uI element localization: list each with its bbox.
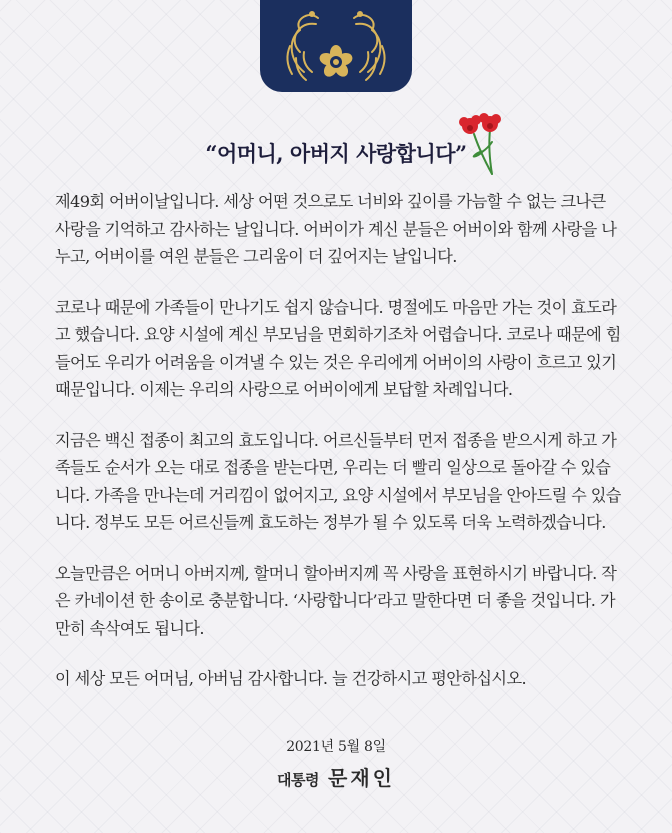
presidential-emblem xyxy=(260,0,412,92)
paragraph-3: 지금은 백신 접종이 최고의 효도입니다. 어르신들부터 먼저 접종을 받으시게 하고 가족들도 순서가 오는 대로 접종을 받는다면, 우리는 더 빨리 일상으로 돌아갈 수 있습니다. 가족을 만나는데 거리낌이 없어지고, 요양 시설에서 부모님을 안아드릴 수 있습니다. 정부도 모든 어르신들께 효도하는 정부가 될 수 있도록 더욱 노력하겠습니다. xyxy=(55,430,621,532)
paragraph-5: 이 세상 모든 어머님, 아버님 감사합니다. 늘 건강하시고 평안하십시오. xyxy=(55,669,527,688)
signature-block xyxy=(0,762,672,791)
phoenix-emblem-icon xyxy=(260,0,412,92)
letter-date: 2021년 5월 8일 xyxy=(286,739,386,755)
paragraph-1: 제49회 어버이날입니다. 세상 어떤 것으로도 너비와 깊이를 가늠할 수 없는 크나큰 사랑을 기억하고 감사하는 날입니다. 어버이가 계신 분들은 어버이와 함께 사랑을 나누고, 어버이를 여읜 분들은 그리움이 더 깊어지는 날입니다. xyxy=(55,192,617,266)
signature-role: 대통령 xyxy=(276,771,319,789)
title-row xyxy=(0,134,672,174)
carnation-icon xyxy=(452,112,510,178)
letter-body xyxy=(55,188,621,716)
paragraph-2: 코로나 때문에 가족들이 만나기도 쉽지 않습니다. 명절에도 마음만 가는 것이 효도라고 했습니다. 요양 시설에 계신 부모님을 면회하기조차 어렵습니다. 코로나 때문에 힘들어도 우리가 어려움을 이겨낼 수 있는 것은 우리에게 어버이의 사랑이 흐르고 있기 때문입니다. 이제는 우리의 사랑으로 어버이에게 보답할 차례입니다. xyxy=(55,297,621,399)
signature-name: 문재인 xyxy=(328,766,396,790)
paragraph-4: 오늘만큼은 어머니 아버지께, 할머니 할아버지께 꼭 사랑을 표현하시기 바랍니다. 작은 카네이션 한 송이로 충분합니다. ‘사랑합니다’라고 말한다면 더 좋을 것입니다. 가만히 속삭여도 됩니다. xyxy=(55,563,617,638)
page-title: “어머니, 아버지 사랑합니다” xyxy=(205,141,467,166)
